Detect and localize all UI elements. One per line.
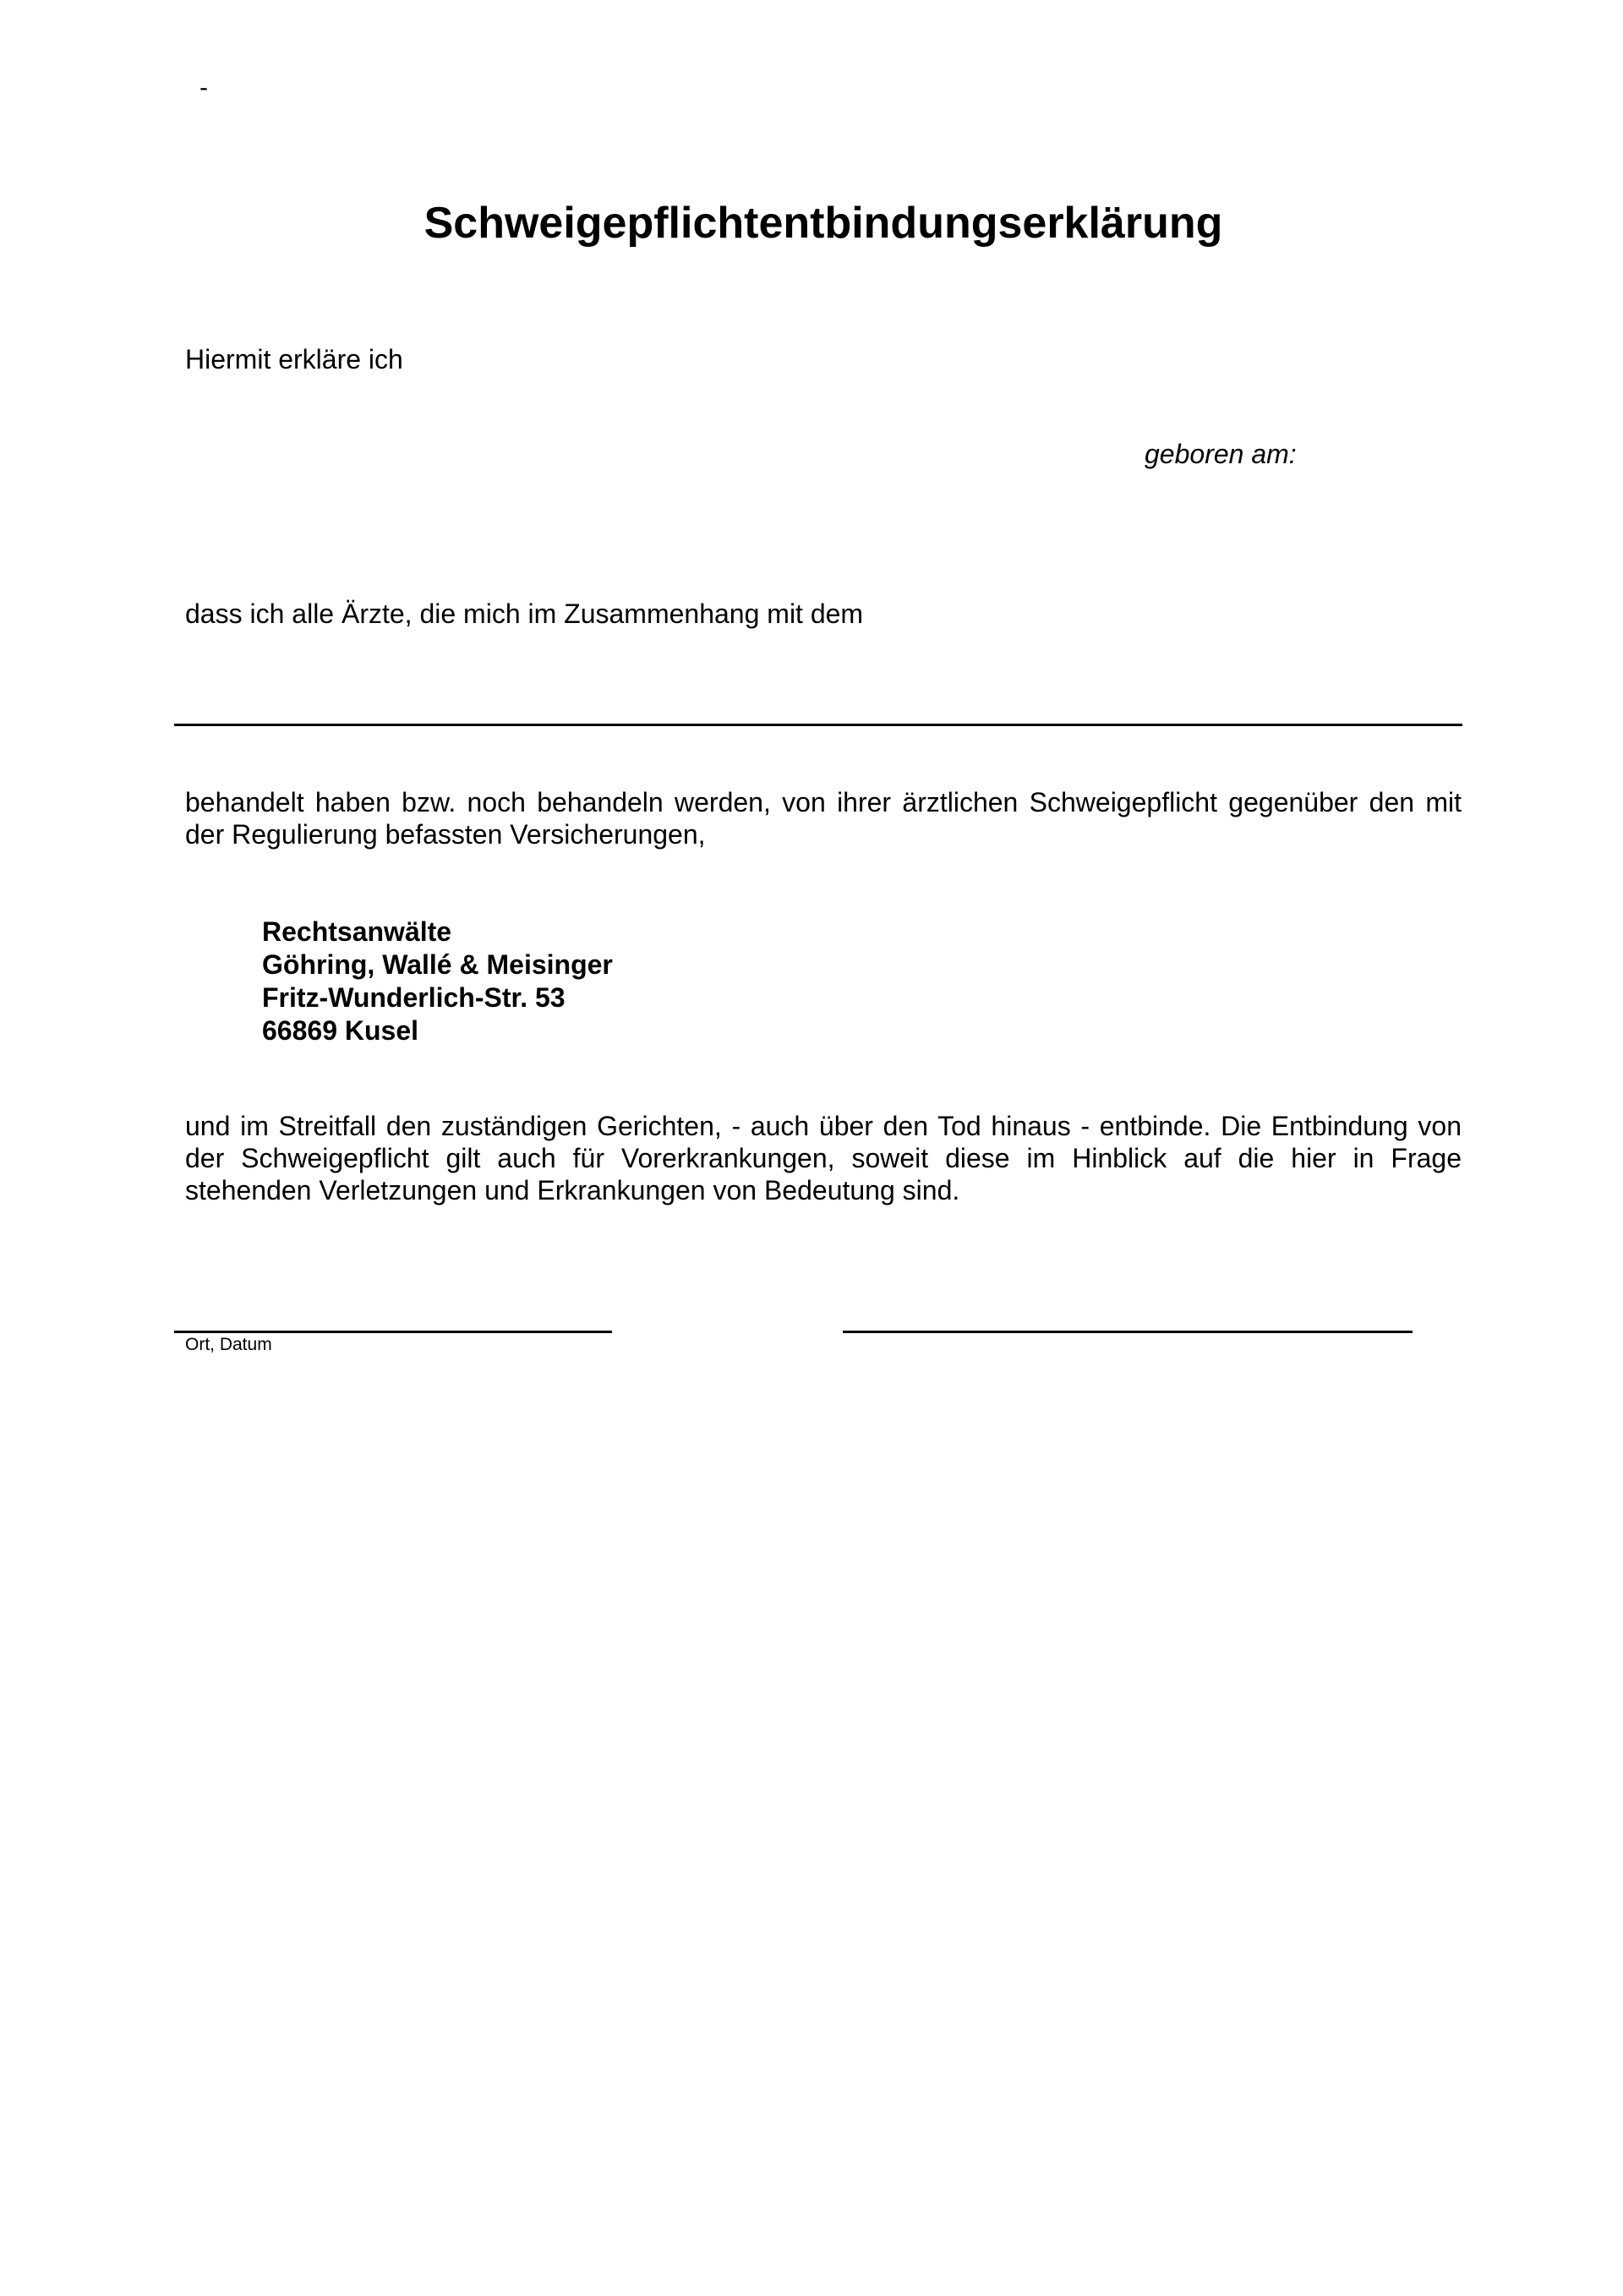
release-paragraph	[185, 786, 1462, 850]
place-date-caption: Ort, Datum	[185, 1335, 272, 1354]
incident-fill-in-line	[174, 724, 1462, 726]
paragraph-line: der Schweigepflicht gilt auch für Vorerkrankungen, soweit diese im Hinblick auf die hier in Frage	[185, 1143, 1462, 1173]
paragraph-line: stehenden Verletzungen und Erkrankungen von Bedeutung sind.	[185, 1175, 960, 1205]
address-line-street: Fritz-Wunderlich-Str. 53	[262, 982, 566, 1013]
law-firm-address	[262, 916, 613, 1047]
document-title: Schweigepflichtentbindungserklärung	[424, 199, 1223, 248]
signature-line	[843, 1331, 1413, 1333]
paragraph-line: behandelt haben bzw. noch behandeln werden, von ihrer ärztlichen Schweigepflicht gegenüber den mit	[185, 787, 1462, 817]
doctors-statement: dass ich alle Ärzte, die mich im Zusammenhang mit dem	[185, 599, 864, 629]
intro-text: Hiermit erkläre ich	[185, 344, 403, 374]
address-line-firm-name: Göhring, Wallé & Meisinger	[262, 949, 613, 980]
birth-date-label: geboren am:	[1145, 439, 1297, 469]
header-dash-mark: -	[199, 74, 208, 101]
place-date-signature-line	[174, 1331, 612, 1333]
address-line-firm-type: Rechtsanwälte	[262, 916, 452, 947]
address-line-city: 66869 Kusel	[262, 1015, 419, 1046]
paragraph-line: und im Streitfall den zuständigen Gerichten, - auch über den Tod hinaus - entbinde. Die Entbindung von	[185, 1111, 1462, 1141]
paragraph-line: der Regulierung befassten Versicherungen,	[185, 819, 706, 850]
courts-paragraph	[185, 1110, 1462, 1206]
